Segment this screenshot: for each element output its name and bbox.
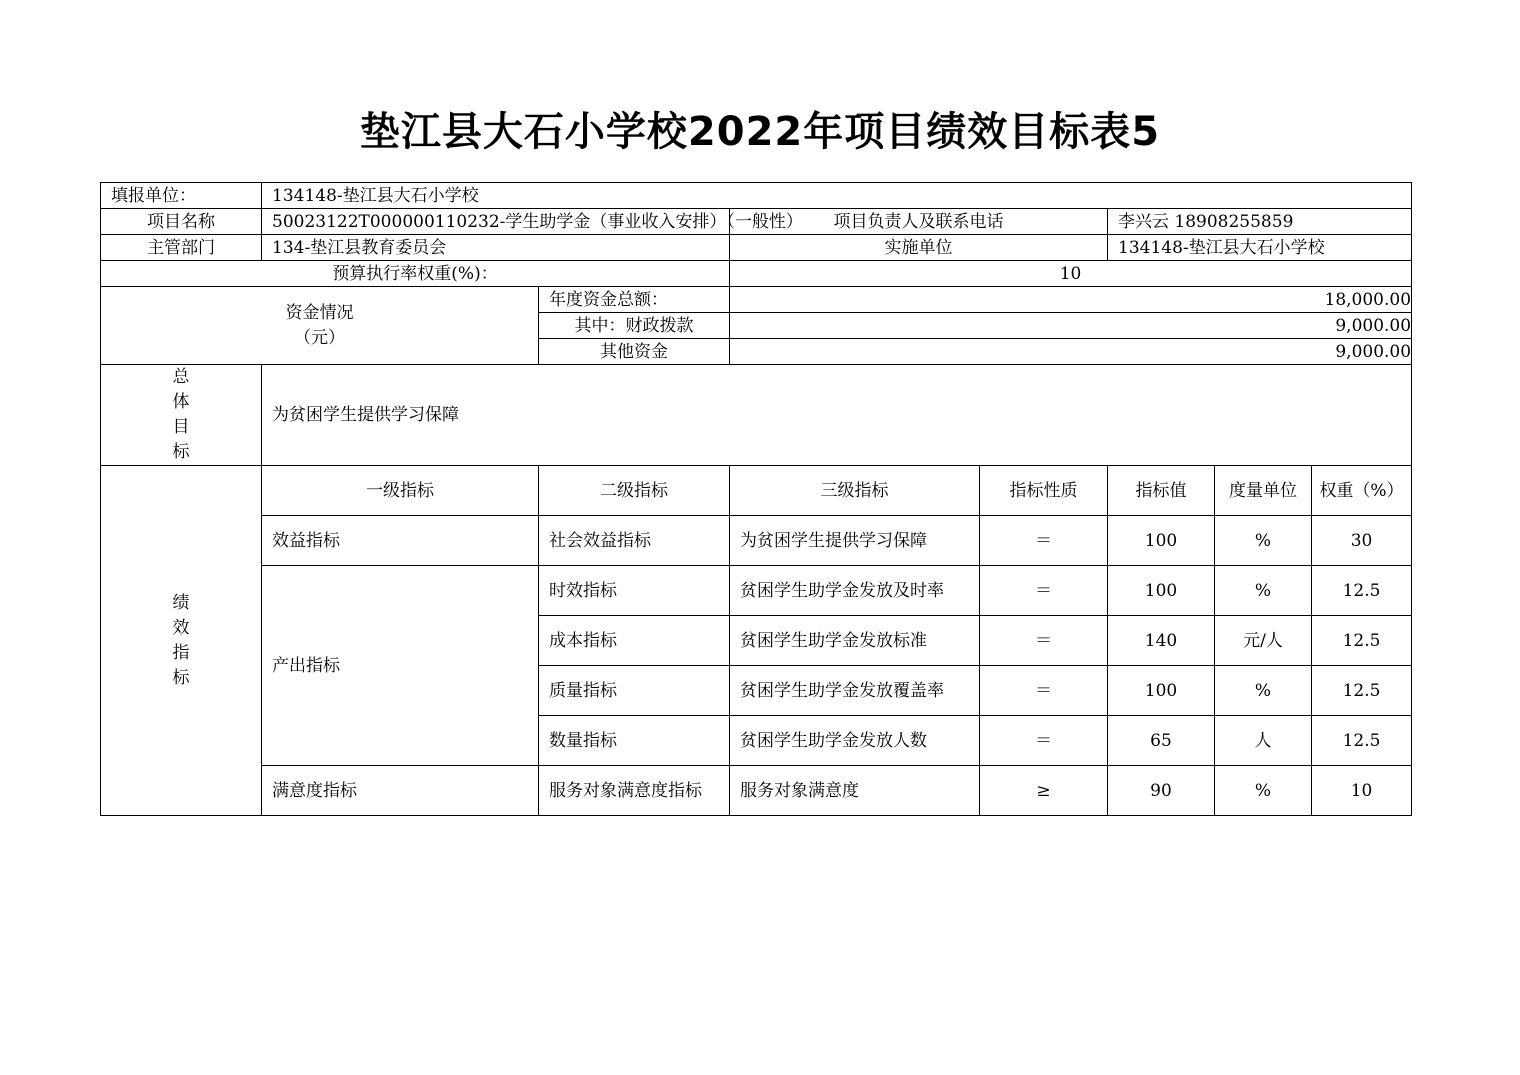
value-cell: 100 <box>1108 566 1215 616</box>
nature-cell: ＝ <box>980 516 1108 566</box>
level1-benefit: 效益指标 <box>262 516 539 566</box>
impl-unit-value: 134148-垫江县大石小学校 <box>1108 235 1412 261</box>
level2-cell: 服务对象满意度指标 <box>539 766 730 816</box>
nature-cell: ＝ <box>980 616 1108 666</box>
funds-fiscal-value: 9,000.00 <box>730 313 1412 339</box>
funds-total-label: 年度资金总额： <box>539 287 730 313</box>
dept-value: 134-垫江县教育委员会 <box>262 235 730 261</box>
level2-cell: 时效指标 <box>539 566 730 616</box>
indicator-char: 绩 <box>172 592 190 613</box>
level3-cell: 贫困学生助学金发放人数 <box>730 716 980 766</box>
unit-cell: % <box>1215 666 1312 716</box>
page-title: 垫江县大石小学校2022年项目绩效目标表5 <box>359 109 1161 155</box>
unit-cell: % <box>1215 516 1312 566</box>
funds-label-line2: （元） <box>294 327 345 348</box>
impl-unit-label: 实施单位 <box>730 235 1108 261</box>
table-row <box>101 516 1412 566</box>
budget-weight-value: 10 <box>730 261 1412 287</box>
header-level1: 一级指标 <box>262 466 539 516</box>
funds-label <box>101 287 539 365</box>
value-cell: 65 <box>1108 716 1215 766</box>
indicator-char: 效 <box>172 617 190 638</box>
unit-cell: 人 <box>1215 716 1312 766</box>
goal-char: 目 <box>172 417 190 437</box>
level1-satisfaction: 满意度指标 <box>262 766 539 816</box>
weight-cell: 30 <box>1312 516 1412 566</box>
table-row <box>101 566 1412 616</box>
overall-goal-row <box>101 365 1412 466</box>
project-name-value: 50023122T000000110232-学生助学金（事业收入安排）（一般性） <box>262 209 730 235</box>
funds-fiscal-label: 其中：财政拨款 <box>539 313 730 339</box>
level2-cell: 成本指标 <box>539 616 730 666</box>
indicator-char: 标 <box>172 667 190 688</box>
level1-output: 产出指标 <box>262 566 539 766</box>
overall-goal-label <box>101 365 262 466</box>
dept-row <box>101 235 1412 261</box>
level2-cell: 社会效益指标 <box>539 516 730 566</box>
header-weight: 权重（%） <box>1312 466 1412 516</box>
level3-cell: 贫困学生助学金发放标准 <box>730 616 980 666</box>
nature-cell: ≥ <box>980 766 1108 816</box>
unit-cell: 元/人 <box>1215 616 1312 666</box>
value-cell: 90 <box>1108 766 1215 816</box>
budget-weight-label: 预算执行率权重(%)： <box>101 261 730 287</box>
funds-other-value: 9,000.00 <box>730 339 1412 365</box>
level2-cell: 质量指标 <box>539 666 730 716</box>
project-name-label: 项目名称 <box>101 209 262 235</box>
nature-cell: ＝ <box>980 666 1108 716</box>
header-value: 指标值 <box>1108 466 1215 516</box>
dept-label: 主管部门 <box>101 235 262 261</box>
funds-total-row <box>101 287 1412 313</box>
weight-cell: 12.5 <box>1312 716 1412 766</box>
project-manager-value: 李兴云 18908255859 <box>1108 209 1412 235</box>
fill-unit-label: 填报单位： <box>101 183 262 209</box>
weight-cell: 12.5 <box>1312 566 1412 616</box>
funds-label-line1: 资金情况 <box>285 302 354 323</box>
indicator-char: 指 <box>172 642 190 663</box>
header-level3: 三级指标 <box>730 466 980 516</box>
fill-unit-row <box>101 183 1412 209</box>
goal-char: 体 <box>172 392 190 412</box>
value-cell: 140 <box>1108 616 1215 666</box>
value-cell: 100 <box>1108 666 1215 716</box>
overall-goal-value: 为贫困学生提供学习保障 <box>262 365 1412 466</box>
funds-other-label: 其他资金 <box>539 339 730 365</box>
nature-cell: ＝ <box>980 716 1108 766</box>
budget-weight-row <box>101 261 1412 287</box>
weight-cell: 12.5 <box>1312 666 1412 716</box>
level3-cell: 贫困学生助学金发放及时率 <box>730 566 980 616</box>
unit-cell: % <box>1215 566 1312 616</box>
level3-cell: 服务对象满意度 <box>730 766 980 816</box>
weight-cell: 12.5 <box>1312 616 1412 666</box>
goal-char: 标 <box>172 442 190 462</box>
goal-char: 总 <box>172 367 190 387</box>
value-cell: 100 <box>1108 516 1215 566</box>
nature-cell: ＝ <box>980 566 1108 616</box>
performance-indicator-label <box>101 466 262 816</box>
indicator-header-row <box>101 466 1412 516</box>
level3-cell: 为贫困学生提供学习保障 <box>730 516 980 566</box>
table-row <box>101 766 1412 816</box>
level2-cell: 数量指标 <box>539 716 730 766</box>
header-unit: 度量单位 <box>1215 466 1312 516</box>
header-level2: 二级指标 <box>539 466 730 516</box>
performance-target-table <box>100 182 1412 816</box>
header-nature: 指标性质 <box>980 466 1108 516</box>
project-manager-label: 项目负责人及联系电话 <box>730 209 1108 235</box>
level3-cell: 贫困学生助学金发放覆盖率 <box>730 666 980 716</box>
weight-cell: 10 <box>1312 766 1412 816</box>
funds-total-value: 18,000.00 <box>730 287 1412 313</box>
unit-cell: % <box>1215 766 1312 816</box>
project-name-row <box>101 209 1412 235</box>
fill-unit-value: 134148-垫江县大石小学校 <box>262 183 1412 209</box>
